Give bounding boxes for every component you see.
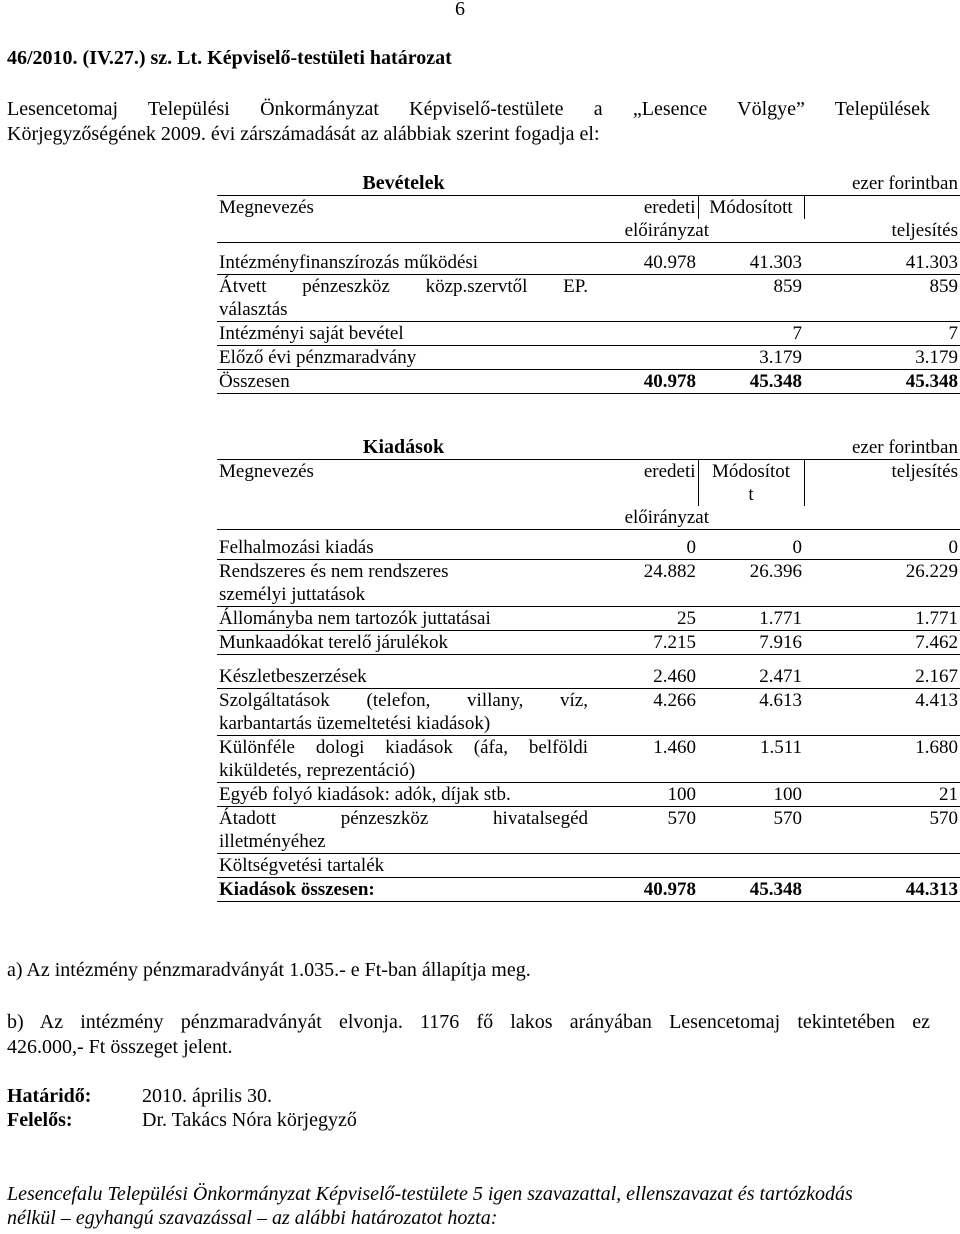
expenses-row-name: Készletbeszerzések xyxy=(217,665,590,689)
expenses-row-modified: 2.471 xyxy=(698,665,804,689)
expenses-row-original: 7.215 xyxy=(590,631,698,655)
expenses-header-name: Megnevezés xyxy=(217,460,590,507)
expenses-row-name xyxy=(217,807,590,854)
page-number: 6 xyxy=(455,0,465,20)
revenue-total-completion: 45.348 xyxy=(804,370,960,394)
expenses-row-original: 2.460 xyxy=(590,665,698,689)
expenses-header-modified xyxy=(698,460,804,507)
expenses-row-completion: 570 xyxy=(804,807,960,854)
expenses-header-appropriation: előirányzat xyxy=(590,506,804,530)
expenses-row-modified: 1.511 xyxy=(698,736,804,783)
note-a: a) Az intézmény pénzmaradványát 1.035.- e Ft-ban állapítja meg. xyxy=(7,959,531,981)
expenses-row-name-line2: karbantartás üzemeltetési kiadások) xyxy=(219,713,491,734)
revenue-row-completion: 7 xyxy=(804,322,960,346)
expenses-row-name xyxy=(217,736,590,783)
expenses-row-name: Egyéb folyó kiadások: adók, díjak stb. xyxy=(217,783,590,807)
expenses-row-original xyxy=(590,854,698,878)
deadline-label: Határidő: xyxy=(7,1085,92,1107)
expenses-row-original: 4.266 xyxy=(590,689,698,736)
expenses-row-modified: 100 xyxy=(698,783,804,807)
expenses-table xyxy=(217,436,960,902)
revenue-row-name-line2: választás xyxy=(219,299,288,320)
expenses-row-name xyxy=(217,689,590,736)
expenses-row-original: 24.882 xyxy=(590,560,698,607)
expenses-row-name-line2: kiküldetés, reprezentáció) xyxy=(219,760,416,781)
revenue-header-name: Megnevezés xyxy=(217,196,590,220)
responsible-label: Felelős: xyxy=(7,1109,73,1131)
expenses-row-name-line2: illetményéhez xyxy=(219,831,326,852)
expenses-header-modified-b: t xyxy=(748,484,754,505)
revenue-header-original: eredeti xyxy=(590,196,698,220)
revenue-row-modified: 3.179 xyxy=(698,346,804,370)
expenses-total-original: 40.978 xyxy=(590,878,698,902)
expenses-row-name xyxy=(217,560,590,607)
revenue-row-name: Intézményi saját bevétel xyxy=(217,322,590,346)
responsible-value: Dr. Takács Nóra körjegyző xyxy=(142,1109,357,1131)
note-b-line-1: b) Az intézmény pénzmaradványát elvonja. 1176 fő lakos arányában Lesencetomaj tekintetében ez xyxy=(7,1011,930,1033)
revenue-row-modified: 859 xyxy=(698,275,804,322)
revenue-total-modified: 45.348 xyxy=(698,370,804,394)
intro-line-1: Lesencetomaj Települési Önkormányzat Képviselő-testülete a „Lesence Völgye” Települések xyxy=(7,98,930,120)
revenue-row-original xyxy=(590,275,698,322)
revenue-row-completion: 41.303 xyxy=(905,252,958,273)
expenses-row-modified: 7.916 xyxy=(698,631,804,655)
revenue-row-original xyxy=(590,322,698,346)
expenses-row-completion: 0 xyxy=(804,536,960,560)
expenses-total-name: Kiadások összesen: xyxy=(217,878,590,902)
revenue-row-modified: 41.303 xyxy=(749,252,802,273)
expenses-total-modified: 45.348 xyxy=(698,878,804,902)
expenses-row-completion: 21 xyxy=(804,783,960,807)
expenses-row-completion: 26.229 xyxy=(804,560,960,607)
revenue-row-original xyxy=(590,346,698,370)
expenses-row-completion: 4.413 xyxy=(804,689,960,736)
revenue-row-name-line1: Átvett pénzeszköz közp.szervtől EP. xyxy=(219,276,588,297)
resolution-title: 46/2010. (IV.27.) sz. Lt. Képviselő-testületi határozat xyxy=(7,47,452,69)
revenue-total-original: 40.978 xyxy=(590,370,698,394)
deadline-value: 2010. április 30. xyxy=(142,1085,272,1107)
expenses-row-name-line2: személyi juttatások xyxy=(219,584,366,605)
expenses-row-completion: 2.167 xyxy=(804,665,960,689)
expenses-row-name-line1: Szolgáltatások (telefon, villany, víz, xyxy=(219,690,588,711)
expenses-row-modified: 0 xyxy=(698,536,804,560)
expenses-row-name-line1: Rendszeres és nem rendszeres xyxy=(219,561,449,582)
revenue-row-name xyxy=(217,275,590,322)
intro-line-2: Körjegyzőségének 2009. évi zárszámadását az alábbiak szerint fogadja el: xyxy=(7,123,600,145)
expenses-row-original: 100 xyxy=(590,783,698,807)
expenses-header-original: eredeti xyxy=(590,460,698,507)
expenses-title: Kiadások xyxy=(362,436,445,458)
revenue-header-modified: Módosított xyxy=(698,196,804,220)
expenses-row-modified: 4.613 xyxy=(698,689,804,736)
expenses-unit: ezer forintban xyxy=(851,437,958,458)
expenses-row-modified: 570 xyxy=(698,807,804,854)
revenue-total-name: Összesen xyxy=(217,370,590,394)
footer-line-2: nélkül – egyhangú szavazással – az alábbi határozatot hozta: xyxy=(7,1207,498,1229)
revenue-row-original: 40.978 xyxy=(643,252,696,273)
expenses-row-name-line1: Átadott pénzeszköz hivatalsegéd xyxy=(219,808,588,829)
expenses-row-original: 570 xyxy=(590,807,698,854)
revenue-table xyxy=(217,172,960,394)
revenue-row-completion: 3.179 xyxy=(804,346,960,370)
revenue-title: Bevételek xyxy=(362,172,445,194)
expenses-header-completion: teljesítés xyxy=(804,460,960,507)
revenue-row-name: Előző évi pénzmaradvány xyxy=(217,346,590,370)
revenue-row-modified: 7 xyxy=(698,322,804,346)
expenses-row-name: Állományba nem tartozók juttatásai xyxy=(217,607,590,631)
expenses-row-completion: 7.462 xyxy=(804,631,960,655)
expenses-row-original: 25 xyxy=(590,607,698,631)
expenses-row-modified: 1.771 xyxy=(698,607,804,631)
expenses-row-modified xyxy=(698,854,804,878)
expenses-row-name: Költségvetési tartalék xyxy=(217,854,590,878)
revenue-header-completion: teljesítés xyxy=(804,219,960,243)
expenses-row-original: 1.460 xyxy=(590,736,698,783)
expenses-row-completion: 1.680 xyxy=(804,736,960,783)
revenue-unit: ezer forintban xyxy=(851,173,958,194)
expenses-row-original: 0 xyxy=(590,536,698,560)
revenue-row-completion: 859 xyxy=(804,275,960,322)
revenue-row-name: Intézményfinanszírozás működési xyxy=(219,252,479,273)
expenses-row-name: Felhalmozási kiadás xyxy=(217,536,590,560)
note-b-line-2: 426.000,- Ft összeget jelent. xyxy=(7,1036,233,1058)
expenses-header-modified-a: Módosítot xyxy=(711,461,791,482)
expenses-row-modified: 26.396 xyxy=(698,560,804,607)
expenses-total-completion: 44.313 xyxy=(804,878,960,902)
expenses-row-completion: 1.771 xyxy=(804,607,960,631)
expenses-row-name-line1: Különféle dologi kiadások (áfa, belföldi xyxy=(219,737,588,758)
expenses-row-completion xyxy=(804,854,960,878)
expenses-row-name: Munkaadókat terelő járulékok xyxy=(217,631,590,655)
revenue-header-appropriation: előirányzat xyxy=(590,219,804,243)
footer-line-1: Lesencefalu Települési Önkormányzat Képviselő-testülete 5 igen szavazattal, ellenszavazat és tartózkodás xyxy=(7,1183,853,1205)
